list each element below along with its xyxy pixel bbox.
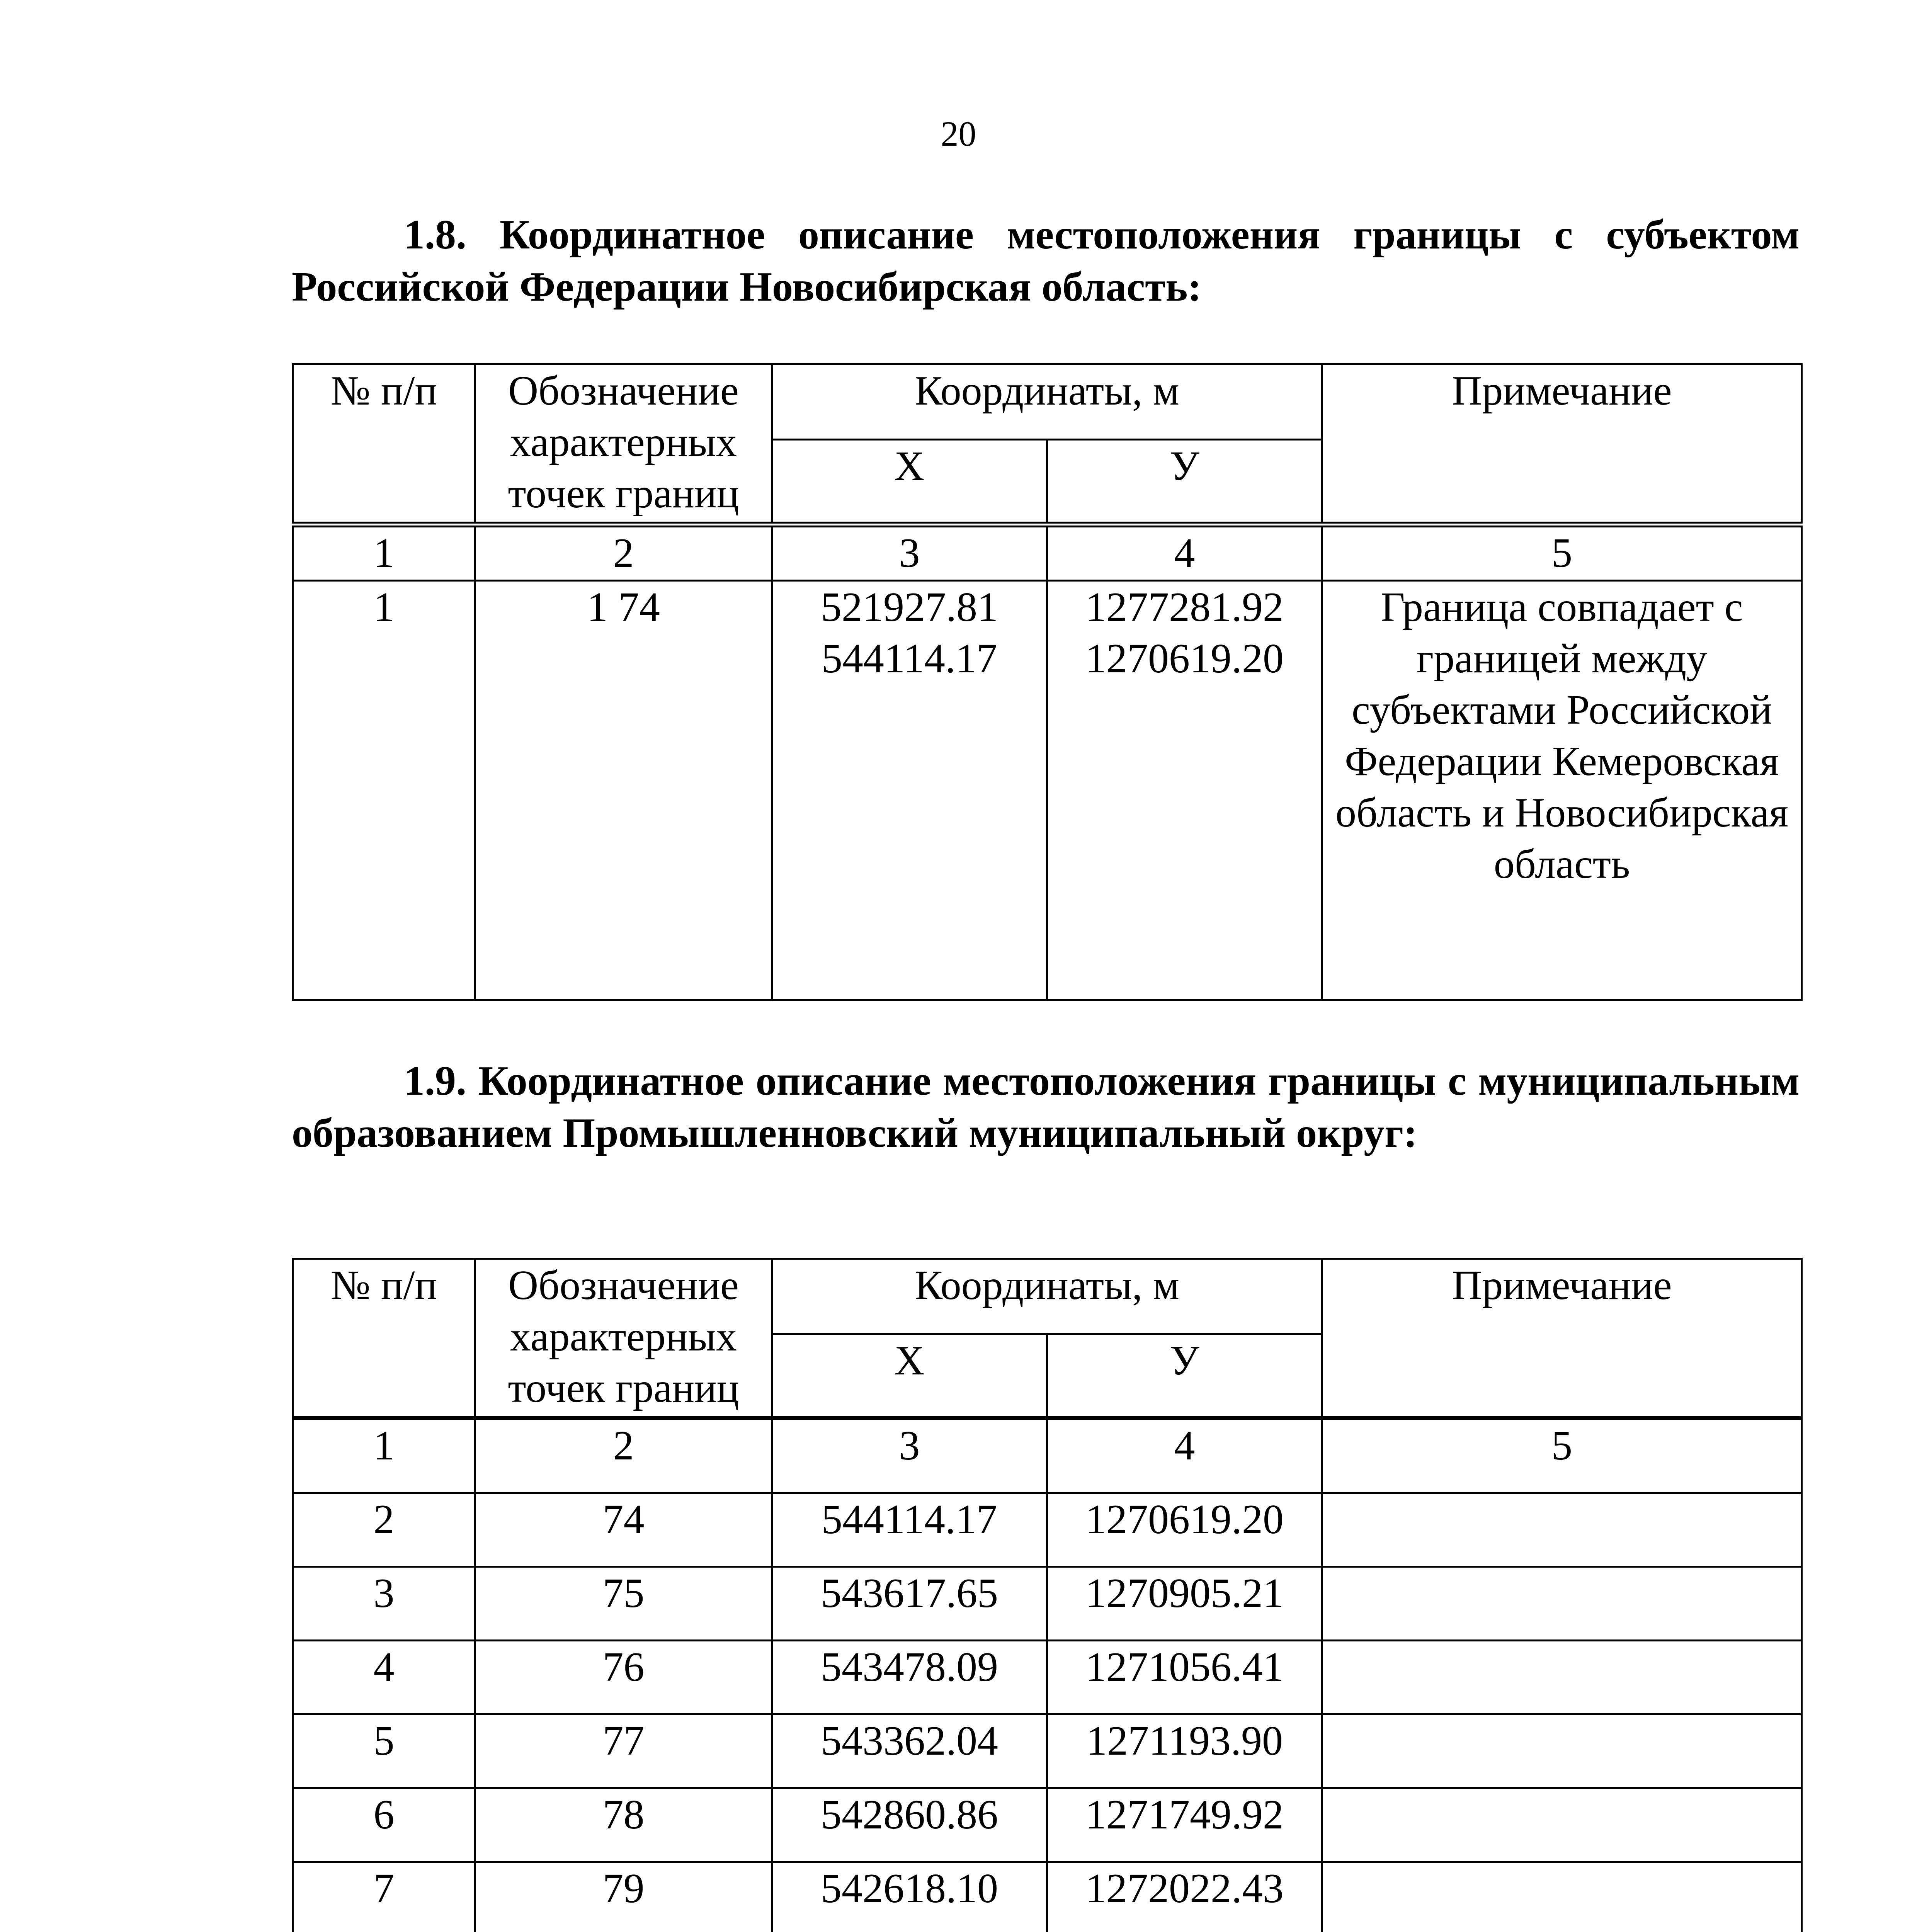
- cell-note: [1322, 1714, 1802, 1788]
- header-y: У: [1047, 1334, 1322, 1417]
- cell-point: 78: [475, 1788, 772, 1862]
- column-number: 2: [475, 1419, 772, 1493]
- cell-num: 1: [293, 581, 475, 1000]
- cell-y: [1047, 581, 1322, 1000]
- column-number: 1: [293, 1419, 475, 1493]
- header-point: Обозначение характерных точек границ: [475, 364, 772, 523]
- cell-x-value: 544114.17: [822, 636, 997, 682]
- column-number: 1: [293, 527, 475, 581]
- section-1-8-table-body: [292, 526, 1803, 1001]
- cell-y-value: 1270619.20: [1085, 636, 1284, 682]
- cell-note: [1322, 1641, 1802, 1714]
- table-row: [293, 1567, 1802, 1641]
- table-row: [293, 1862, 1802, 1932]
- cell-point: 1 74: [475, 581, 772, 1000]
- column-number-row: [293, 527, 1802, 581]
- cell-point: 76: [475, 1641, 772, 1714]
- header-note: Примечание: [1322, 364, 1802, 523]
- header-coords: Координаты, м: [772, 364, 1322, 440]
- cell-x: 542860.86: [772, 1788, 1047, 1862]
- cell-note: [1322, 1788, 1802, 1862]
- table-row: [293, 1493, 1802, 1567]
- cell-y: 1272022.43: [1047, 1862, 1322, 1932]
- cell-y-value: 1277281.92: [1085, 584, 1284, 630]
- cell-x: 544114.17: [772, 1493, 1047, 1567]
- cell-x-value: 521927.81: [821, 584, 998, 630]
- cell-point: 77: [475, 1714, 772, 1788]
- section-1-8-table-header: [292, 363, 1803, 524]
- cell-num: 3: [293, 1567, 475, 1641]
- table-row: [293, 1714, 1802, 1788]
- section-1-9-heading: [292, 1055, 1800, 1159]
- column-number: 2: [475, 527, 772, 581]
- column-number-row: [293, 1419, 1802, 1493]
- column-number: 5: [1322, 527, 1802, 581]
- header-num: № п/п: [293, 364, 475, 523]
- cell-y: 1270619.20: [1047, 1493, 1322, 1567]
- cell-y: 1271193.90: [1047, 1714, 1322, 1788]
- table-row: [293, 581, 1802, 1000]
- cell-note: [1322, 1862, 1802, 1932]
- cell-x: 542618.10: [772, 1862, 1047, 1932]
- header-num: № п/п: [293, 1259, 475, 1417]
- section-1-9-table-body: [292, 1418, 1803, 1932]
- cell-num: 7: [293, 1862, 475, 1932]
- page-number: 20: [941, 114, 976, 153]
- header-note: Примечание: [1322, 1259, 1802, 1417]
- header-coords: Координаты, м: [772, 1259, 1322, 1334]
- section-1-9-title: Координатное описание местоположения границы с муниципальным образованием Промышленновский муниципальный округ:: [292, 1058, 1800, 1156]
- column-number: 4: [1047, 527, 1322, 581]
- cell-note: [1322, 1567, 1802, 1641]
- cell-y: 1271056.41: [1047, 1641, 1322, 1714]
- table-row: [293, 1788, 1802, 1862]
- section-1-8-heading: [292, 209, 1800, 313]
- header-point: Обозначение характерных точек границ: [475, 1259, 772, 1417]
- section-1-8-title: Координатное описание местоположения границы с субъектом Российской Федерации Новосибирская область:: [292, 212, 1800, 310]
- cell-note: Граница совпадает с границей между субъектами Российской Федерации Кемеровская область и Новосибирская область: [1322, 581, 1802, 1000]
- cell-note: [1322, 1493, 1802, 1567]
- cell-point: 74: [475, 1493, 772, 1567]
- section-1-9-number: 1.9.: [404, 1058, 466, 1104]
- cell-y: 1271749.92: [1047, 1788, 1322, 1862]
- header-x: Х: [772, 1334, 1047, 1417]
- cell-point: 75: [475, 1567, 772, 1641]
- cell-num: 6: [293, 1788, 475, 1862]
- column-number: 3: [772, 1419, 1047, 1493]
- cell-y: 1270905.21: [1047, 1567, 1322, 1641]
- header-y: У: [1047, 440, 1322, 523]
- column-number: 4: [1047, 1419, 1322, 1493]
- cell-num: 5: [293, 1714, 475, 1788]
- cell-x: [772, 581, 1047, 1000]
- section-1-8-number: 1.8.: [404, 212, 466, 258]
- table-row: [293, 1641, 1802, 1714]
- cell-x: 543617.65: [772, 1567, 1047, 1641]
- column-number: 5: [1322, 1419, 1802, 1493]
- cell-x: 543362.04: [772, 1714, 1047, 1788]
- cell-point: 79: [475, 1862, 772, 1932]
- section-1-9-table-header: [292, 1258, 1803, 1418]
- cell-x: 543478.09: [772, 1641, 1047, 1714]
- cell-num: 4: [293, 1641, 475, 1714]
- header-x: Х: [772, 440, 1047, 523]
- cell-num: 2: [293, 1493, 475, 1567]
- column-number: 3: [772, 527, 1047, 581]
